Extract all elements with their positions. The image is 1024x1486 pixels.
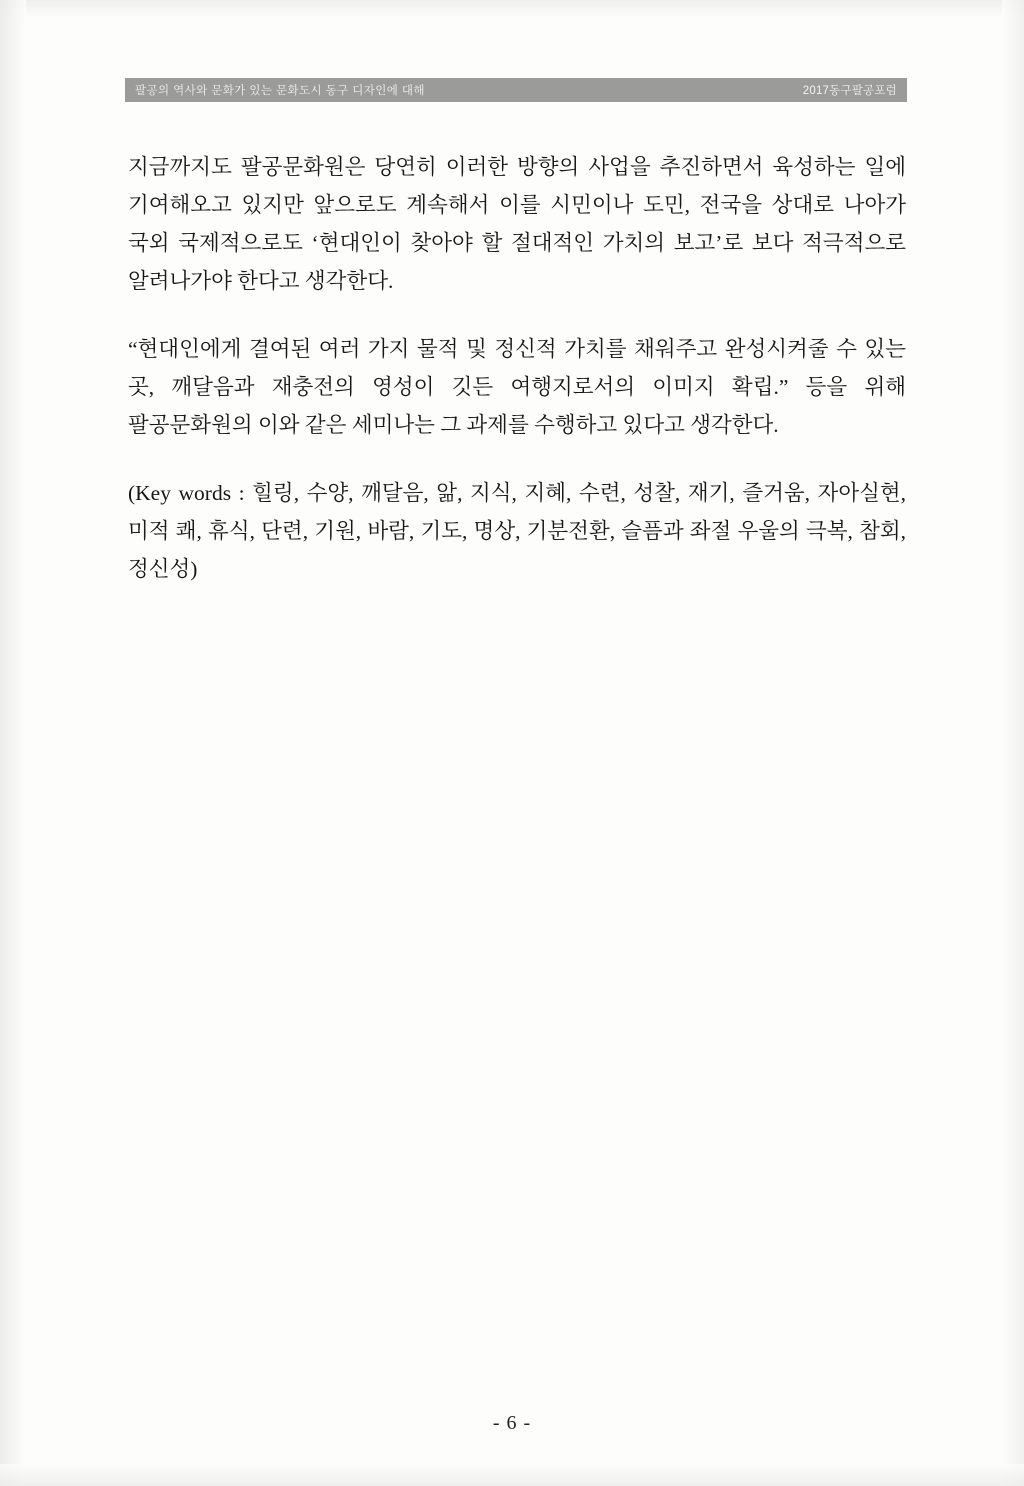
paragraph: 지금까지도 팔공문화원은 당연히 이러한 방향의 사업을 추진하면서 육성하는 일에 기여해오고 있지만 앞으로도 계속해서 이를 시민이나 도민, 전국을 상대로 나아가 국외 국제적으로도 ‘현대인이 찾아야 할 절대적인 가치의 보고’로 보다 적극적으로 알려나가야 한다고 생각한다. [128, 155, 906, 293]
page-number: - 6 - [492, 1412, 532, 1434]
scan-edge-right [1002, 0, 1024, 1486]
scan-edge-bottom [0, 1464, 1024, 1486]
scan-edge-top [0, 0, 1024, 18]
running-header-title: 팔공의 역사와 문화가 있는 문화도시 동구 디자인에 대해 [135, 85, 425, 97]
running-header-event: 2017동구팔공포럼 [802, 85, 897, 97]
body-text-column [128, 148, 906, 588]
running-header [125, 78, 907, 102]
scan-edge-left [0, 0, 26, 1486]
paragraph: “현대인에게 결여된 여러 가지 물적 및 정신적 가치를 채워주고 완성시켜줄 수 있는 곳, 깨달음과 재충전의 영성이 깃든 여행지로서의 이미지 확립.” 등을 위해 팔공문화원의 이와 같은 세미나는 그 과제를 수행하고 있다고 생각한다. [128, 337, 906, 437]
keywords-paragraph: (Key words : 힐링, 수양, 깨달음, 앎, 지식, 지혜, 수련, 성찰, 재기, 즐거움, 자아실현, 미적 쾌, 휴식, 단련, 기원, 바람, 기도, 명상, 기분전환, 슬픔과 좌절 우울의 극복, 참회, 정신성) [128, 481, 906, 581]
